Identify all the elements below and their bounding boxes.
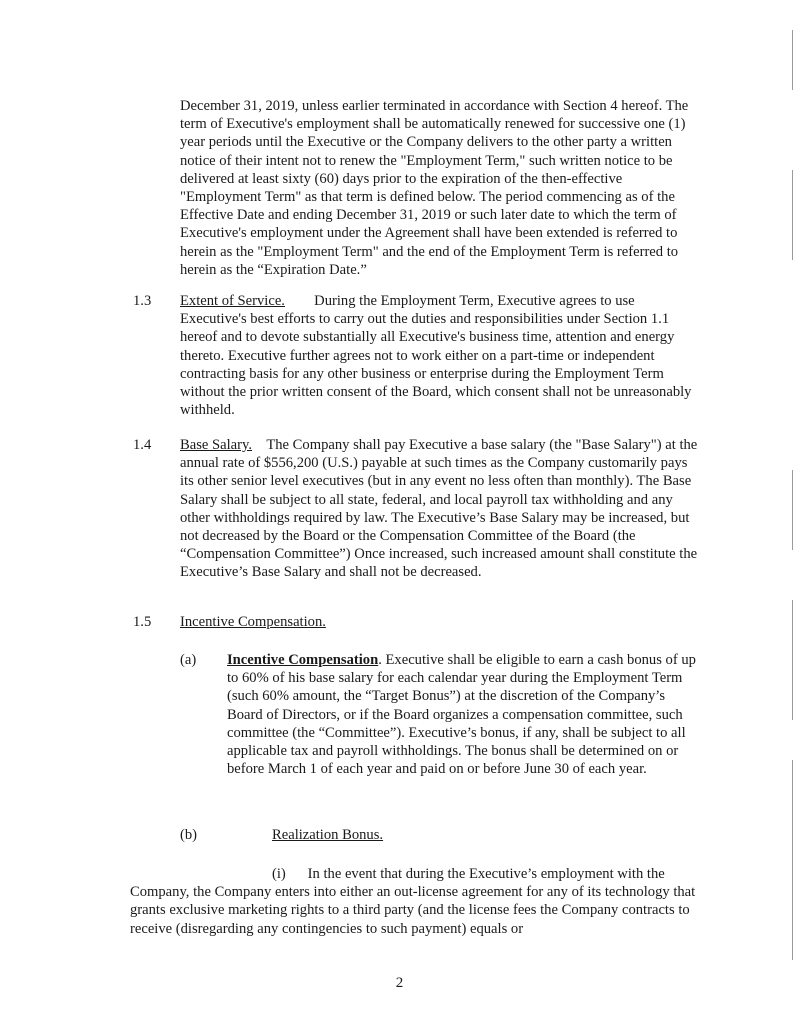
scan-edge-line <box>792 170 793 260</box>
scan-edge-line <box>792 470 793 550</box>
subsection-label: (b) <box>180 827 198 843</box>
intro-paragraph: December 31, 2019, unless earlier terminated in accordance with Section 4 hereof. The term of Executive's employment shall be automatically renewed for successive one (1) year periods until the Executive or the Company delivers to the other party a written notice of their intent not to renew the "Employment Term," such written notice to be delivered at least sixty (60) days prior to the expiration of the then-effective "Employment Term" as that term is defined below. The period commencing as of the Effective Date and ending December 31, 2019 or such later date to which the term of Executive's employment under the Agreement shall have been extended is referred to herein as the "Employment Term" and the end of the Employment Term is referred to herein as the “Expiration Date.” <box>180 98 689 278</box>
section-text: The Company shall pay Executive a base salary (the "Base Salary") at the annual rate of $556,200 (U.S.) payable at such times as the Company customarily pays its other senior level executives (but in any event no less often than monthly). The Base Salary shall be subject to all state, federal, and local payroll tax withholding and any other withholdings required by law. The Executive’s Base Salary may be increased, but not decreased by the Board or the Compensation Committee of the Board (the “Compensation Committee”) Once increased, such increased amount shall constitute the Executive’s Base Salary and shall not be decreased. <box>180 437 698 581</box>
section-text: During the Employment Term, Executive agrees to use Executive's best efforts to carry out the duties and responsibilities under Section 1.1 hereof and to devote substantially all Executive's business time, attention and energy thereto. Executive further agrees not to work either on a part-time or independent contracting basis for any other business or enterprise during the Employment Term without the prior written consent of the Board, which consent shall not be unreasonably withheld. <box>180 293 692 419</box>
page-number: 2 <box>395 975 404 991</box>
section-1-4 <box>180 436 700 582</box>
section-1-5 <box>180 613 700 631</box>
section-number: 1.5 <box>133 614 152 630</box>
clause-i <box>130 865 700 938</box>
subsection-heading: Incentive Compensation <box>227 652 379 668</box>
section-number: 1.3 <box>133 293 152 309</box>
subsection-text: . Executive shall be eligible to earn a cash bonus of up to 60% of his base salary for each calendar year during the Employment Term (such 60% amount, the “Target Bonus”) at the discretion of the Company’s Board of Directors, or if the Board organizes a compensation committee, such committee (the “Committee”). Executive’s bonus, if any, shall be subject to all applicable tax and payroll withholdings. The bonus shall be determined on or before March 1 of each year and paid on or before June 30 of each year. <box>227 652 696 778</box>
subsection-a <box>227 651 697 778</box>
scan-edge-line <box>792 760 793 960</box>
subsection-b <box>272 826 692 844</box>
clause-label: (i) <box>272 866 286 882</box>
section-heading: Extent of Service. <box>180 293 285 309</box>
section-heading: Base Salary. <box>180 437 252 453</box>
subsection-heading: Realization Bonus. <box>272 827 384 843</box>
scan-edge-line <box>792 30 793 90</box>
scan-edge-line <box>792 600 793 720</box>
clause-text: In the event that during the Executive’s employment with the Company, the Company enters into either an out-license agreement for any of its technology that grants exclusive marketing rights to a third party (and the license fees the Company contracts to receive (disregarding any contingencies to such payment) equals or <box>130 866 696 937</box>
subsection-label: (a) <box>180 652 197 668</box>
section-1-3 <box>180 292 700 419</box>
section-number: 1.4 <box>133 437 152 453</box>
section-heading: Incentive Compensation. <box>180 614 326 630</box>
